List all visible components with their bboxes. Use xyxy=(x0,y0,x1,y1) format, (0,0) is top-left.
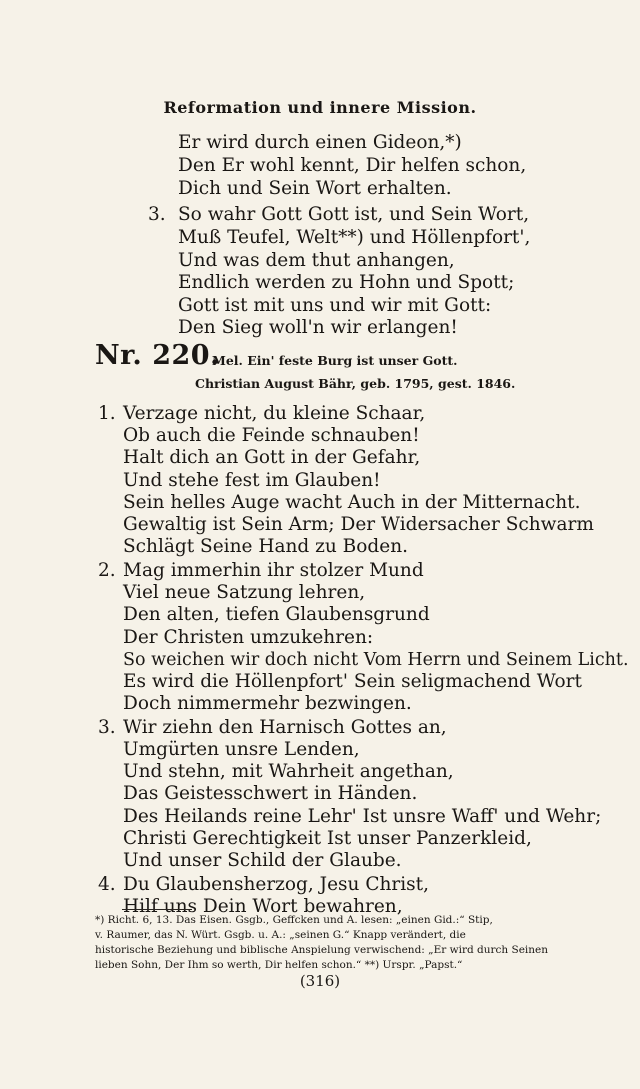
verse-line: Gott ist mit uns und wir mit Gott: xyxy=(178,295,492,316)
footnote-line: historische Beziehung und biblische Anspielung verwischend: „Er wird durch Seinen xyxy=(95,944,549,956)
verse-line: Der Christen umzukehren: xyxy=(123,626,374,648)
verse-line: Umgürten unsre Lenden, xyxy=(123,739,360,760)
verse-line: Den alten, tiefen Glaubensgrund xyxy=(123,604,430,626)
verse-line: Viel neue Satzung lehren, xyxy=(123,582,366,604)
verse-line: So wahr Gott Gott ist, und Sein Wort, xyxy=(178,204,530,225)
verse-line: So weichen wir doch nicht Vom Herrn und Seinem Licht. xyxy=(123,649,629,670)
verse-line: Wir ziehn den Harnisch Gottes an, xyxy=(123,716,447,738)
verse-line: Endlich werden zu Hohn und Spott; xyxy=(178,272,515,293)
verse-line: Des Heilands reine Lehr' Ist unsre Waff' und Wehr; xyxy=(123,805,602,827)
stanza-number: 3. xyxy=(148,204,166,225)
verse-line: Den Er wohl kennt, Dir helfen schon, xyxy=(178,155,527,176)
verse-line: Doch nimmermehr bezwingen. xyxy=(123,693,412,715)
verse-line: Halt dich an Gott in der Gefahr, xyxy=(123,447,421,469)
footnote-line: lieben Sohn, Der Ihm so werth, Dir helfen schon.“ **) Urspr. „Papst.“ xyxy=(95,959,463,971)
author-line: Christian August Bähr, geb. 1795, gest. 1846. xyxy=(195,376,516,391)
running-head: Reformation und innere Mission. xyxy=(163,98,477,117)
verse-line: Gewaltig ist Sein Arm; Der Widersacher Schwarm xyxy=(123,514,594,535)
verse-line: Sein helles Auge wacht Auch in der Mitternacht. xyxy=(123,491,581,513)
verse-line: Es wird die Höllenpfort' Sein seligmachend Wort xyxy=(123,670,582,692)
verse-line: Schlägt Seine Hand zu Boden. xyxy=(123,536,408,558)
verse-line: Und was dem thut anhangen, xyxy=(178,250,455,271)
verse-line: Und unser Schild der Glaube. xyxy=(123,850,402,871)
verse-line: Muß Teufel, Welt**) und Höllenpfort', xyxy=(178,227,531,248)
stanza-number: 2. xyxy=(98,559,116,581)
hymn-number: Nr. 220. xyxy=(95,340,220,371)
footnote-line: *) Richt. 6, 13. Das Eisen. Gsgb., Geffcken und A. lesen: „einen Gid.:“ Stip, xyxy=(95,914,493,926)
melody-note: Mel. Ein' feste Burg ist unser Gott. xyxy=(212,353,458,368)
stanza-number: 4. xyxy=(98,873,116,895)
verse-line: Hilf uns Dein Wort bewahren, xyxy=(123,895,403,917)
verse-line: Er wird durch einen Gideon,*) xyxy=(178,132,462,153)
stanza-number: 1. xyxy=(98,403,116,424)
verse-line: Und stehn, mit Wahrheit angethan, xyxy=(123,761,454,783)
verse-line: Mag immerhin ihr stolzer Mund xyxy=(123,559,424,581)
verse-line: Und stehe fest im Glauben! xyxy=(123,469,381,491)
verse-line: Das Geistesschwert in Händen. xyxy=(123,783,418,805)
verse-line: Verzage nicht, du kleine Schaar, xyxy=(123,403,426,424)
verse-line: Dich und Sein Wort erhalten. xyxy=(178,178,452,199)
verse-line: Ob auch die Feinde schnauben! xyxy=(123,425,420,447)
page-number: (316) xyxy=(299,972,341,990)
verse-line: Christi Gerechtigkeit Ist unser Panzerkleid, xyxy=(123,827,532,849)
verse-line: Du Glaubensherzog, Jesu Christ, xyxy=(123,873,429,895)
footnote-rule xyxy=(122,909,192,910)
footnote-line: v. Raumer, das N. Würt. Gsgb. u. A.: „seinen G.“ Knapp verändert, die xyxy=(95,929,466,941)
verse-line: Den Sieg woll'n wir erlangen! xyxy=(178,317,458,338)
stanza-number: 3. xyxy=(98,716,116,738)
